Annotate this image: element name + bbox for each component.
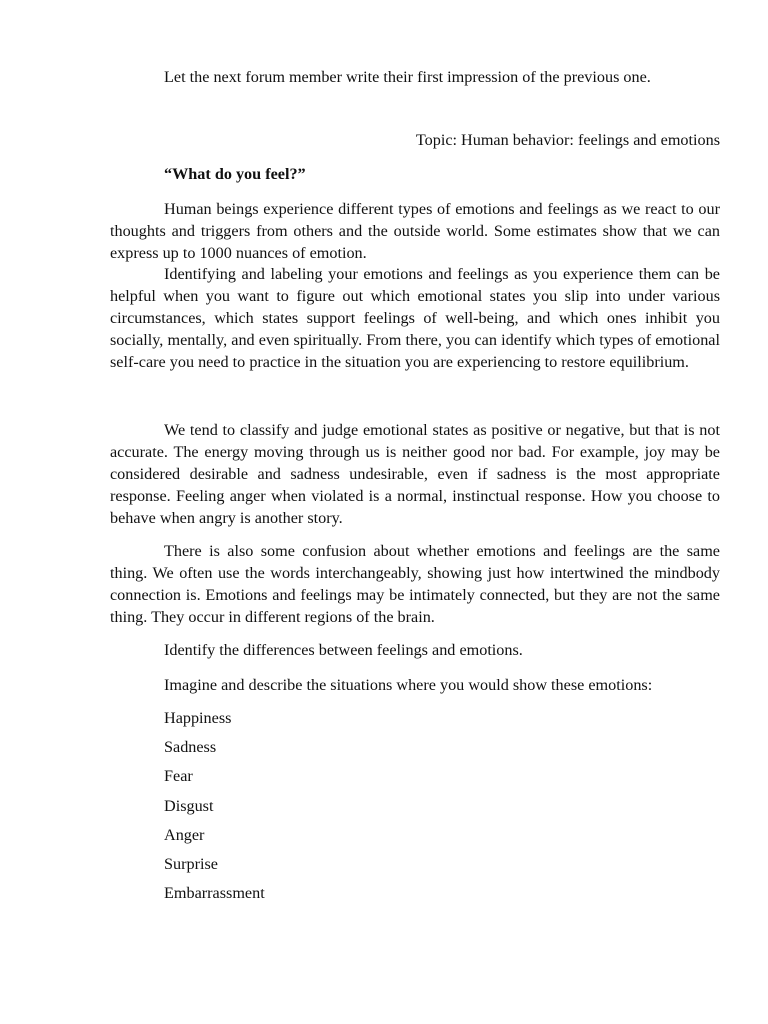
emotion-list-item: Embarrassment: [164, 884, 265, 902]
topic-line: Topic: Human behavior: feelings and emotions: [415, 131, 720, 149]
emotion-list-item: Happiness: [164, 709, 232, 727]
intro-line: Let the next forum member write their first impression of the previous one.: [164, 68, 651, 86]
task-differences: Identify the differences between feelings and emotions.: [164, 641, 523, 659]
paragraph-classifying-emotions: We tend to classify and judge emotional states as positive or negative, but that is not accurate. The energy moving through us is neither good nor bad. For example, joy may be considered desirable and sadness undesirable, even if sadness is the most appropriate response. Feeling anger when violated is a normal, instinctual response. How you choose to behave when angry is another story.: [110, 421, 720, 528]
task-imagine: Imagine and describe the situations where you would show these emotions:: [164, 676, 653, 694]
emotion-list-item: Disgust: [164, 797, 214, 815]
emotion-list-item: Anger: [164, 826, 205, 844]
emotion-list-item: Surprise: [164, 855, 218, 873]
paragraph-emotions-intro: Human beings experience different types of emotions and feelings as we react to our thoughts and triggers from others and the outside world. Some estimates show that we can express up to 1000 nuances of emotion.: [110, 200, 720, 263]
paragraph-identifying-emotions: Identifying and labeling your emotions and feelings as you experience them can be helpful when you want to figure out which emotional states you slip into under various circumstances, which states support feelings of well-being, and which ones inhibit you socially, mentally, and even spiritually. From there, you can identify which types of emotional self-care you need to practice in the situation you are experiencing to restore equilibrium.: [110, 265, 720, 372]
emotion-list-item: Sadness: [164, 738, 217, 756]
paragraph-feelings-vs-emotions: There is also some confusion about whether emotions and feelings are the same thing. We often use the words interchangeably, showing just how intertwined the mindbody connection is. Emotions and feelings may be intimately connected, but they are not the same thing. They occur in different regions of the brain.: [110, 542, 720, 627]
question-heading: “What do you feel?”: [164, 165, 306, 183]
emotion-list-item: Fear: [164, 767, 193, 785]
